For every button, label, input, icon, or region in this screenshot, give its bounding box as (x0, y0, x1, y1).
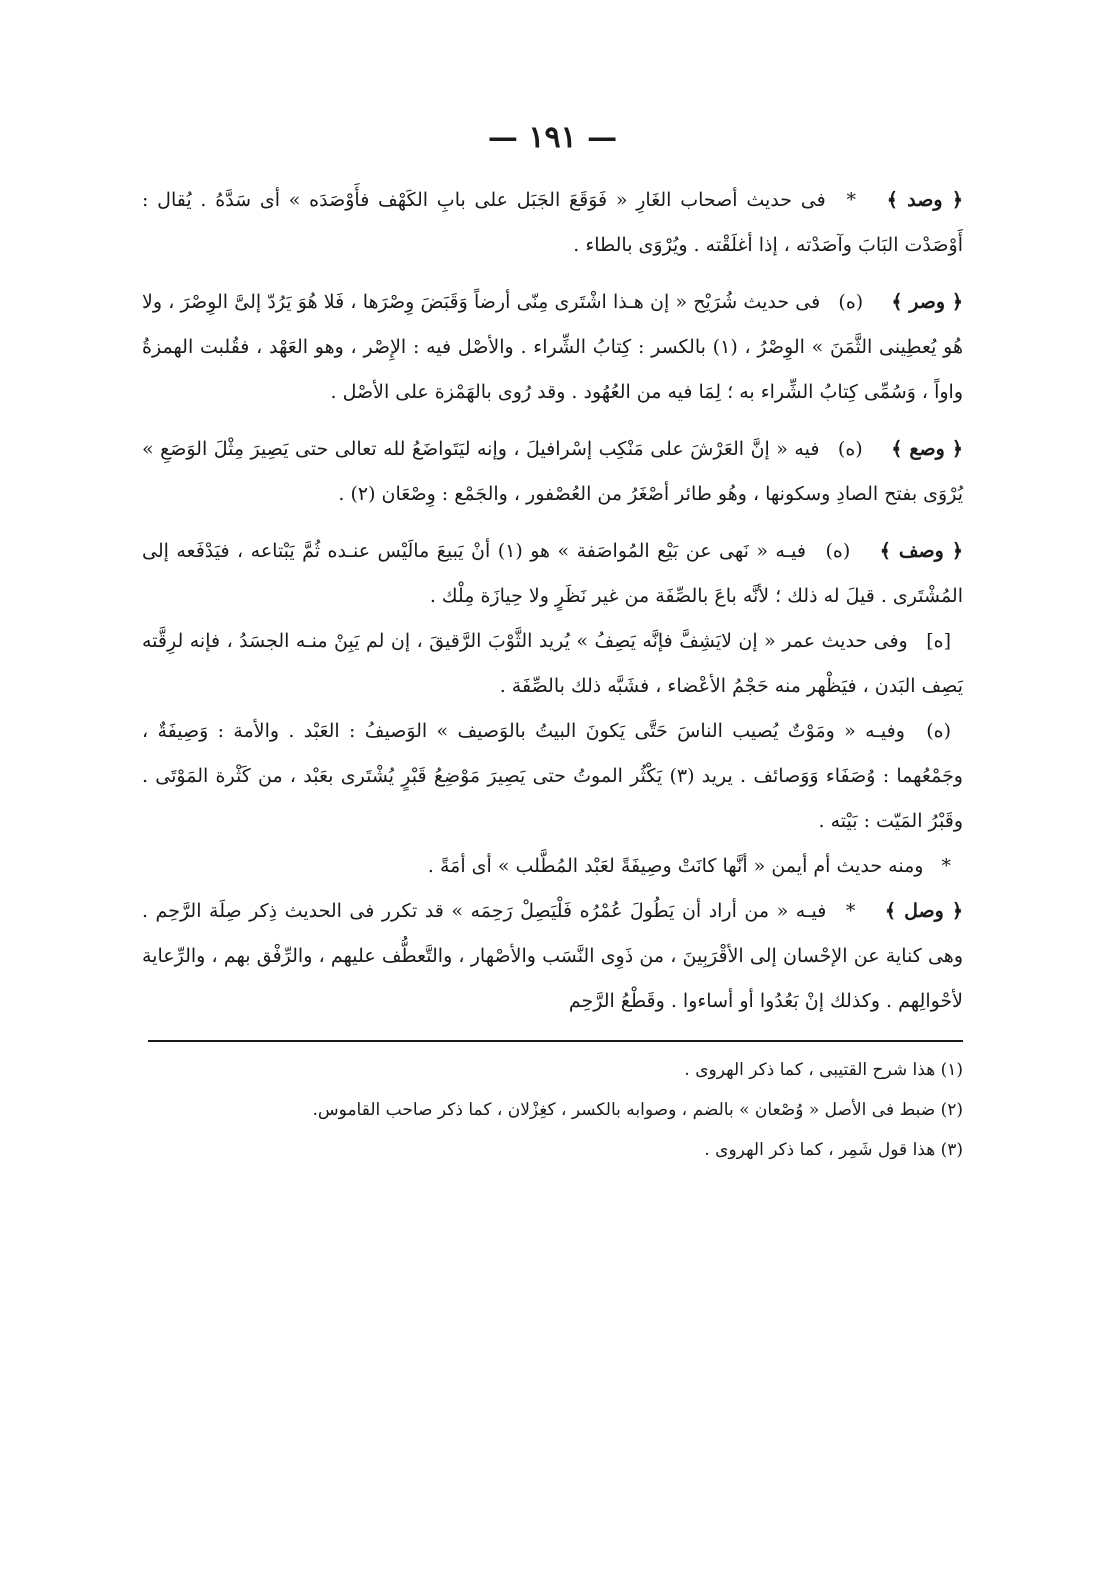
page-number: — ١٩١ — (487, 120, 618, 155)
entry-text: فى حديث أصحاب الغَارِ « فَوَقَعَ الجَبَل على بابِ الكَهْف فأَوْصَدَه » أى سَدَّهُ . يُقال : أَوْصَدْت البَابَ وآصَدْته ، إذا أغلَقْته . ويُرْوَى بالطاء . (142, 189, 963, 256)
entry-mark: [ه] (926, 630, 952, 652)
entry-wasar (142, 280, 963, 415)
entry-root: ﴿ وصف ﴾ (879, 540, 964, 562)
entry-mark: (ه) (825, 540, 851, 562)
entry-text: وفى حديث عمر « إن لايَشِفَّ فإنَّه يَصِفُ » يُريد الثَّوْبَ الرَّقيقَ ، إن لم يَبِنْ منـه الجسَدُ ، فإنه لرِقَّته يَصِف البَدن ، فيَظْهر منه حَجْمُ الأعْضاء ، فشَبَّه ذلك بالصِّفَة . (142, 630, 963, 697)
entry-wasaf-umar (142, 619, 963, 709)
main-text (142, 178, 963, 1024)
entry-wasa (142, 427, 963, 517)
footnote-3: (٣) هذا قول شَمِر ، كما ذكر الهروى . (704, 1140, 963, 1160)
entry-root: ﴿ وصل ﴾ (884, 900, 963, 922)
entry-wasaf (142, 529, 963, 619)
footnote-1: (١) هذا شرح القتيبى ، كما ذكر الهروى . (684, 1060, 963, 1080)
entry-wasad (142, 178, 963, 268)
footnotes (142, 1050, 963, 1170)
entry-root: ﴿ وصع ﴾ (891, 438, 964, 460)
entry-text: فيـه « من أراد أن يَطُولَ عُمْرُه فَلْيَصِلْ رَحِمَه » قد تكرر فى الحديث ذِكر صِلَة الرَّحِم . وهى كناية عن الإحْسان إلى الأقْرَبِينَ ، من ذَوِى النَّسَب والأصْهار ، والتَّعطُّف عليهم ، والرِّفْق بهم ، والرِّعاية لأحْوالِهم . وكذلك إنْ بَعُدُوا أو أساءوا . وقَطْعُ الرَّحِم (142, 900, 963, 1012)
entry-wasif (142, 709, 963, 844)
entry-wasal (142, 889, 963, 1024)
entry-mark: (ه) (837, 438, 863, 460)
entry-text: فى حديث شُرَيْح « إن هـذا اشْتَرى مِنّى أرضاً وَقَبَضَ وِصْرَها ، فَلا هُوَ يَرُدّ إلىَّ الوِصْرَ ، ولا هُو يُعطِينى الثَّمَنَ » الوِصْرُ ، (١) بالكسر : كِتابُ الشِّراء . والأصْل فيه : الإِصْر ، وهو العَهْد ، فقُلبت الهمزةُ واواً ، وَسُمِّى كِتابُ الشِّراء به ؛ لِمَا فيه من العُهُود . وقد رُوى بالهَمْزة على الأصْل . (142, 291, 963, 403)
entry-text: ومنه حديث أم أيمن « أنَّها كانَتْ وصِيفَةً لعَبْد المُطَّلب » أى أمَةً . (427, 855, 924, 877)
entry-text: وفيـه « ومَوْتٌ يُصيب الناسَ حَتَّى يَكونَ البيتُ بالوَصيف » الوَصيفُ : العَبْد . والأمة : وَصِيفَةٌ ، وجَمْعُهما : وُصَفَاء وَوَصائف . يريد (٣) يَكْثُر الموتُ حتى يَصِيرَ مَوْضِعُ قَبْرٍ يُشْتَرى بعَبْد ، من كَثْرة المَوْتَى . وقَبْرُ المَيّت : بَيْته . (142, 720, 963, 832)
footnote-2: (٢) ضبط فى الأصل « وُصْعان » بالضم ، وصوابه بالكسر ، كغِزْلان ، كما ذكر صاحب القاموس. (312, 1100, 963, 1120)
entry-mark: * (845, 900, 856, 922)
entry-text: فيه « إنَّ العَرْشَ على مَنْكِب إسْرافيلَ ، وإنه ليَتَواضَعُ لله تعالى حتى يَصِيرَ مِثْلَ الوَصَعِ » يُرْوَى بفتح الصادِ وسكونها ، وهُو طائر أصْغَرُ من العُصْفور ، والجَمْع : وِصْعَان (٢) . (142, 438, 963, 505)
entry-root: ﴿ وصد ﴾ (886, 189, 964, 211)
entry-mark: * (846, 189, 856, 211)
footnote-divider (148, 1040, 963, 1042)
entry-mark: (ه) (926, 720, 951, 742)
entry-umm-ayman (142, 844, 963, 889)
entry-root: ﴿ وصر ﴾ (891, 291, 963, 313)
entry-mark: * (941, 855, 951, 877)
entry-text: فيـه « نَهى عن بَيْع المُواصَفة » هو (١) أنْ يَبيعَ مالَيْس عنـده ثُمَّ يَبْتاعه ، فيَدْفَعه إلى المُشْتَرى . قيلَ له ذلك ؛ لأنَّه باعَ بالصِّفَة من غير نَظَرٍ ولا حِيازَة مِلْك . (142, 540, 963, 607)
entry-mark: (ه) (838, 291, 864, 313)
